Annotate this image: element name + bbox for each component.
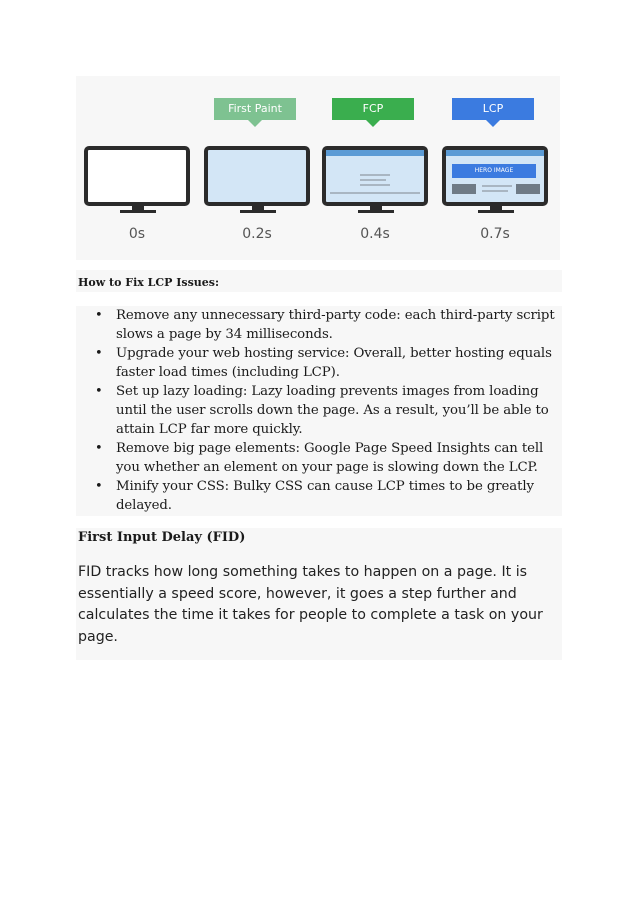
- lcp-tag: LCP: [452, 98, 534, 120]
- stage-lcp: [442, 76, 552, 260]
- list-item: • Remove any unnecessary third-party code: each third-party script slows a page by 34 milliseconds.: [116, 306, 560, 344]
- fid-paragraph: FID tracks how long something takes to happen on a page. It is essentially a speed score, however, it goes a step further and calculates the time it takes for people to complete a task on your page.: [78, 564, 543, 645]
- first-paint-tag: First Paint: [214, 98, 296, 120]
- lcp-timeline-figure: [76, 76, 560, 260]
- fid-section: [76, 528, 562, 660]
- monitor-painted-icon: [204, 146, 310, 206]
- stage-time: 0.2s: [242, 226, 272, 242]
- hero-image-label: HERO IMAGE: [452, 164, 536, 178]
- list-item: • Remove big page elements: Google Page Speed Insights can tell you whether an element on your page is slowing down the LCP.: [116, 439, 560, 477]
- stage-time: 0s: [128, 226, 146, 242]
- stage-0s: [84, 76, 194, 260]
- fid-heading: First Input Delay (FID): [78, 530, 246, 545]
- monitor-blank-icon: [84, 146, 190, 206]
- stage-fcp: [322, 76, 432, 260]
- stage-time: 0.4s: [360, 226, 390, 242]
- stage-time: 0.7s: [480, 226, 510, 242]
- monitor-content-icon: [322, 146, 428, 206]
- list-item: • Set up lazy loading: Lazy loading prevents images from loading until the user scrolls down the page. As a result, you’ll be able to attain LCP far more quickly.: [116, 382, 560, 439]
- stage-first-paint: [204, 76, 314, 260]
- fcp-tag: FCP: [332, 98, 414, 120]
- fix-heading-band: [76, 270, 562, 292]
- list-item: • Upgrade your web hosting service: Overall, better hosting equals faster load times (including LCP).: [116, 344, 560, 382]
- fix-list: [116, 306, 560, 515]
- fix-lcp-heading: How to Fix LCP Issues:: [78, 276, 220, 289]
- fix-list-band: [76, 306, 562, 516]
- monitor-hero-icon: [442, 146, 548, 206]
- list-item: • Minify your CSS: Bulky CSS can cause LCP times to be greatly delayed.: [116, 477, 560, 515]
